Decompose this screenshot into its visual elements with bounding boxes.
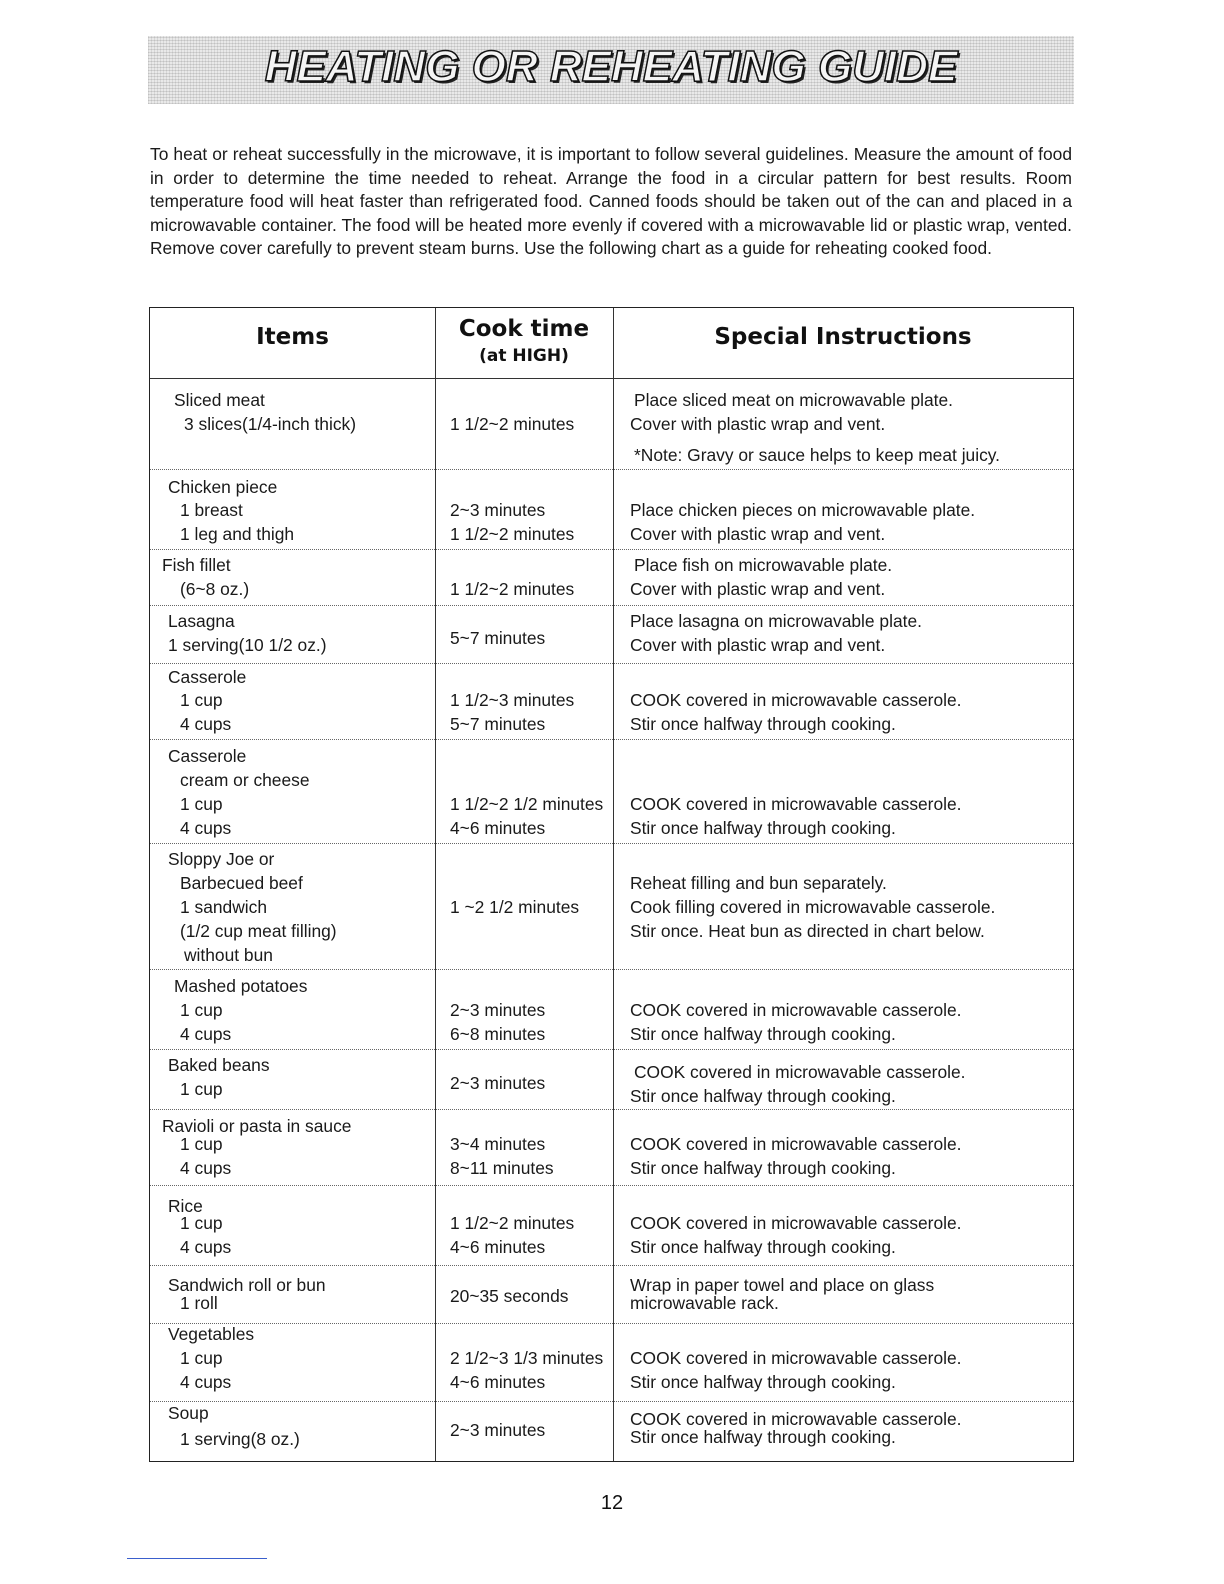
item-text: 1 breast — [180, 500, 243, 520]
instruction-text: *Note: Gravy or sauce helps to keep meat juicy. — [634, 445, 1001, 465]
header-cook-time-sub: (at HIGH) — [479, 346, 569, 366]
item-text: Sliced meat — [174, 390, 265, 410]
item-text: cream or cheese — [180, 770, 310, 790]
item-text: Casserole — [168, 667, 247, 687]
instruction-text: Stir once halfway through cooking. — [630, 1086, 896, 1106]
cook-time-text: 1 1/2~2 1/2 minutes — [450, 794, 604, 814]
row-separator — [150, 469, 1073, 470]
instruction-text: Stir once halfway through cooking. — [630, 1427, 896, 1447]
instruction-text: Place lasagna on microwavable plate. — [630, 611, 922, 631]
cook-time-text: 1 ~2 1/2 minutes — [450, 897, 580, 917]
item-text: Chicken piece — [168, 477, 278, 497]
cook-time-text: 1 1/2~3 minutes — [450, 690, 575, 710]
item-text: 1 serving(10 1/2 oz.) — [168, 635, 327, 655]
instruction-text: Stir once. Heat bun as directed in chart below. — [630, 921, 985, 941]
item-text: Soup — [168, 1403, 209, 1423]
cook-time-text: 2~3 minutes — [450, 1000, 546, 1020]
instruction-text: Place chicken pieces on microwavable plate. — [630, 500, 976, 520]
instruction-text: Stir once halfway through cooking. — [630, 714, 896, 734]
instruction-text: Cover with plastic wrap and vent. — [630, 635, 886, 655]
footer-rule — [127, 1558, 267, 1559]
row-separator — [150, 1323, 1073, 1324]
instruction-text: COOK covered in microwavable casserole. — [634, 1062, 966, 1082]
instruction-text: Stir once halfway through cooking. — [630, 1024, 896, 1044]
cook-time-text: 2~3 minutes — [450, 500, 546, 520]
cook-time-text: 1 1/2~2 minutes — [450, 414, 575, 434]
column-divider — [613, 308, 614, 1461]
item-text: 3 slices(1/4-inch thick) — [184, 414, 357, 434]
row-separator — [150, 549, 1073, 550]
cook-time-text: 4~6 minutes — [450, 818, 546, 838]
instruction-text: Wrap in paper towel and place on glass — [630, 1275, 935, 1295]
item-text: without bun — [184, 945, 273, 965]
header-divider — [150, 378, 1073, 379]
item-text: Barbecued beef — [180, 873, 303, 893]
instruction-text: Cook filling covered in microwavable casserole. — [630, 897, 996, 917]
cook-time-text: 2 1/2~3 1/3 minutes — [450, 1348, 604, 1368]
item-text: 1 serving(8 oz.) — [180, 1429, 300, 1449]
item-text: 4 cups — [180, 1237, 232, 1257]
cook-time-text: 5~7 minutes — [450, 628, 546, 648]
cook-time-text: 1 1/2~2 minutes — [450, 579, 575, 599]
item-text: Sloppy Joe or — [168, 849, 275, 869]
item-text: 1 cup — [180, 1213, 223, 1233]
instruction-text: COOK covered in microwavable casserole. — [630, 794, 962, 814]
instruction-text: COOK covered in microwavable casserole. — [630, 1134, 962, 1154]
cook-time-text: 2~3 minutes — [450, 1073, 546, 1093]
instruction-text: COOK covered in microwavable casserole. — [630, 690, 962, 710]
instruction-text: Stir once halfway through cooking. — [630, 1372, 896, 1392]
item-text: 4 cups — [180, 1024, 232, 1044]
cook-time-text: 20~35 seconds — [450, 1286, 569, 1306]
instruction-text: Cover with plastic wrap and vent. — [630, 524, 886, 544]
row-separator — [150, 969, 1073, 970]
instruction-text: Stir once halfway through cooking. — [630, 818, 896, 838]
instruction-text: Cover with plastic wrap and vent. — [630, 579, 886, 599]
instruction-text: microwavable rack. — [630, 1293, 779, 1313]
cook-time-text: 3~4 minutes — [450, 1134, 546, 1154]
item-text: 1 cup — [180, 1134, 223, 1154]
item-text: Casserole — [168, 746, 247, 766]
reheating-table — [149, 307, 1074, 1462]
item-text: Mashed potatoes — [174, 976, 308, 996]
cook-time-text: 5~7 minutes — [450, 714, 546, 734]
instruction-text: Place fish on microwavable plate. — [634, 555, 893, 575]
instruction-text: Stir once halfway through cooking. — [630, 1158, 896, 1178]
item-text: 1 cup — [180, 1348, 223, 1368]
item-text: Ravioli or pasta in sauce — [162, 1116, 352, 1136]
header-special-instructions: Special Instructions — [714, 324, 972, 350]
row-separator — [150, 843, 1073, 844]
row-separator — [150, 739, 1073, 740]
column-divider — [435, 308, 436, 1461]
instruction-text: COOK covered in microwavable casserole. — [630, 1213, 962, 1233]
instruction-text: COOK covered in microwavable casserole. — [630, 1409, 962, 1429]
item-text: 1 cup — [180, 794, 223, 814]
cook-time-text: 1 1/2~2 minutes — [450, 524, 575, 544]
item-text: 1 roll — [180, 1293, 218, 1313]
cook-time-text: 8~11 minutes — [450, 1158, 554, 1178]
row-separator — [150, 1109, 1073, 1110]
instruction-text: Cover with plastic wrap and vent. — [630, 414, 886, 434]
intro-paragraph: To heat or reheat successfully in the microwave, it is important to follow several guidelines. Measure the amount of food in order to determine the time needed to reheat. Arrange the food in a circular pattern for best results. Room temperature food will heat faster than refrigerated food. Canned foods should be taken out of the can and placed in a microwavable container. The food will be heated more evenly if covered with a microwavable lid or plastic wrap, vented. Remove cover carefully to prevent steam burns. Use the following chart as a guide for reheating cooked food. — [150, 144, 1072, 259]
page-title: HEATING OR REHEATING GUIDE — [264, 42, 958, 91]
cook-time-text: 4~6 minutes — [450, 1372, 546, 1392]
item-text: Rice — [168, 1196, 203, 1216]
cook-time-text: 4~6 minutes — [450, 1237, 546, 1257]
header-items: Items — [256, 324, 329, 350]
item-text: 4 cups — [180, 714, 232, 734]
item-text: Vegetables — [168, 1324, 255, 1344]
cook-time-text: 1 1/2~2 minutes — [450, 1213, 575, 1233]
item-text: Sandwich roll or bun — [168, 1275, 326, 1295]
item-text: Baked beans — [168, 1055, 270, 1075]
item-text: 1 cup — [180, 1079, 223, 1099]
item-text: Fish fillet — [162, 555, 231, 575]
row-separator — [150, 1185, 1073, 1186]
item-text: 1 sandwich — [180, 897, 268, 917]
instruction-text: COOK covered in microwavable casserole. — [630, 1348, 962, 1368]
row-separator — [150, 605, 1073, 606]
row-separator — [150, 1265, 1073, 1266]
item-text: 4 cups — [180, 1372, 232, 1392]
page-number: 12 — [600, 1492, 624, 1514]
cook-time-text: 6~8 minutes — [450, 1024, 546, 1044]
cook-time-text: 2~3 minutes — [450, 1420, 546, 1440]
item-text: 1 cup — [180, 690, 223, 710]
item-text: 1 leg and thigh — [180, 524, 295, 544]
item-text: (6~8 oz.) — [180, 579, 250, 599]
item-text: 4 cups — [180, 1158, 232, 1178]
item-text: (1/2 cup meat filling) — [180, 921, 337, 941]
row-separator — [150, 663, 1073, 664]
instruction-text: COOK covered in microwavable casserole. — [630, 1000, 962, 1020]
item-text: 4 cups — [180, 818, 232, 838]
instruction-text: Place sliced meat on microwavable plate. — [634, 390, 953, 410]
item-text: Lasagna — [168, 611, 235, 631]
instruction-text: Stir once halfway through cooking. — [630, 1237, 896, 1257]
item-text: 1 cup — [180, 1000, 223, 1020]
row-separator — [150, 1401, 1073, 1402]
header-cook-time: Cook time — [458, 316, 590, 342]
instruction-text: Reheat filling and bun separately. — [630, 873, 887, 893]
title-banner — [148, 36, 1074, 104]
row-separator — [150, 1049, 1073, 1050]
